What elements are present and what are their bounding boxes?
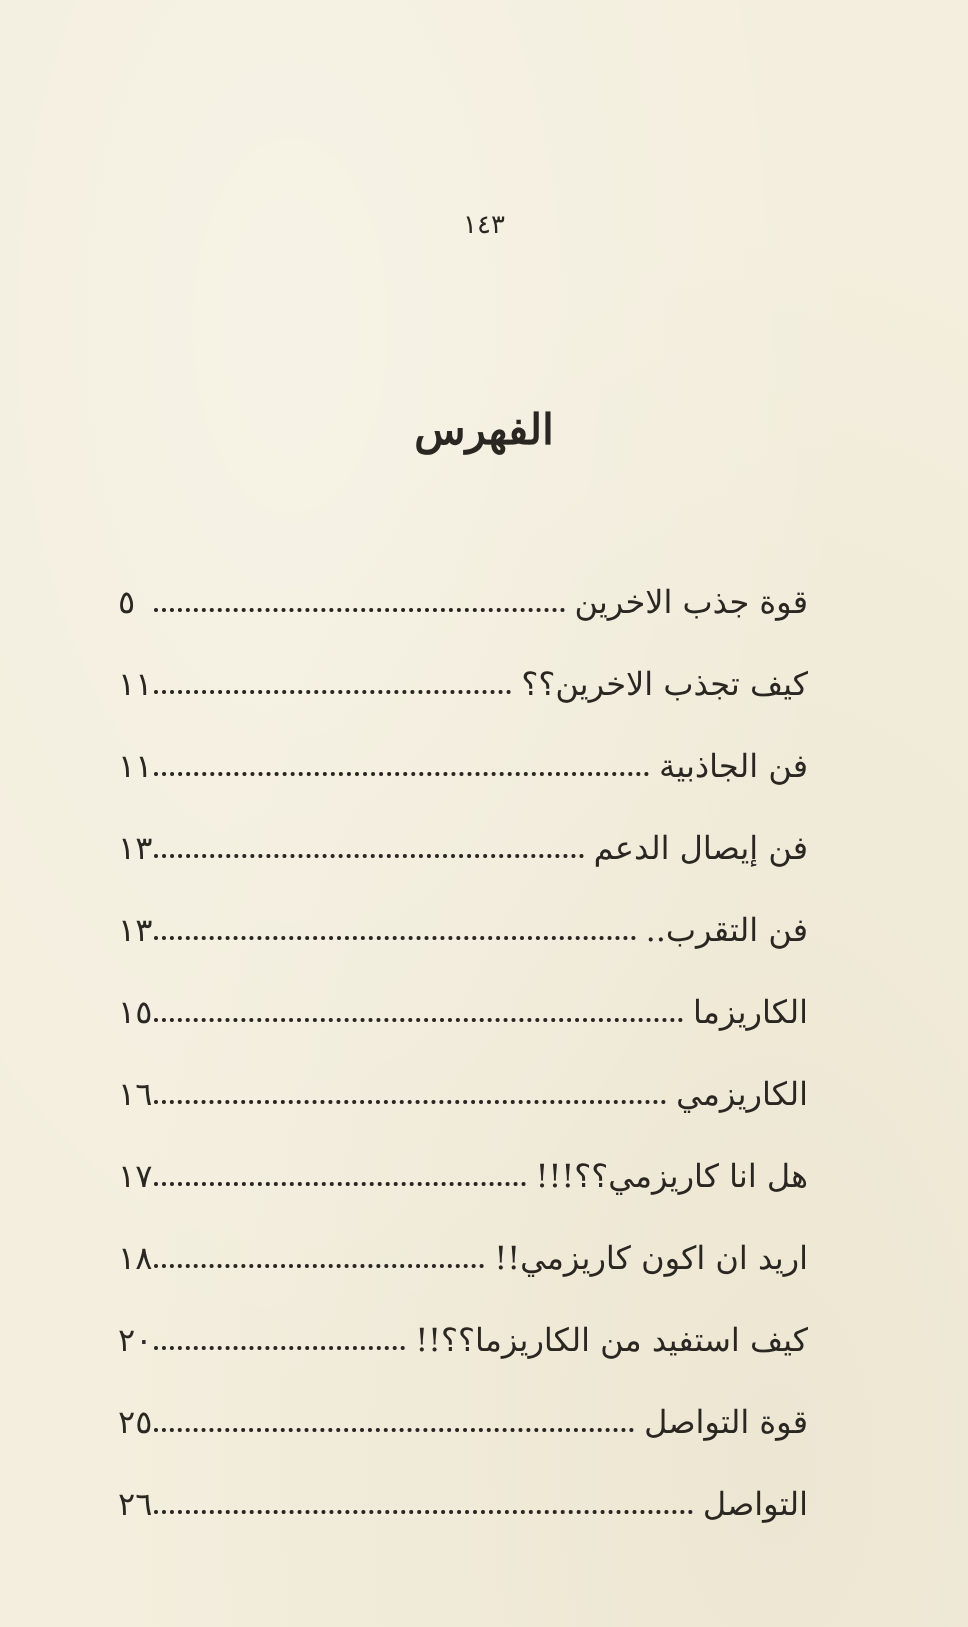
toc-entry-page: ٢٥ <box>118 1403 153 1441</box>
toc-entry-title: قوة جذب الاخرين <box>574 583 808 621</box>
toc-entry-page: ١٨ <box>118 1239 153 1277</box>
toc-entry-page: ١٥ <box>118 993 153 1031</box>
toc-entry <box>118 540 808 622</box>
toc-entry <box>118 704 808 786</box>
toc-entry-title: قوة التواصل <box>644 1403 808 1441</box>
toc-entry-page: ٢٠ <box>118 1321 153 1359</box>
toc-entry-title: الكاريزما <box>693 993 808 1031</box>
toc-entry <box>118 1442 808 1524</box>
toc-entry <box>118 1360 808 1442</box>
toc-entry-title: التواصل <box>702 1485 808 1523</box>
page-title: الفهرس <box>414 405 554 454</box>
toc-entry-page: ١٣ <box>118 829 153 867</box>
toc-entry-title: كيف تجذب الاخرين؟؟ <box>521 665 808 703</box>
toc-leader-dots <box>154 1346 405 1350</box>
toc-leader-dots <box>154 1428 634 1432</box>
toc-entry-page: ١٧ <box>118 1157 153 1195</box>
toc-leader-dots <box>154 1264 484 1268</box>
toc-leader-dots <box>154 1018 683 1022</box>
toc-entry-page: ٥ <box>118 583 136 621</box>
toc-leader-dots <box>154 1510 693 1514</box>
toc-entry-title: اريد ان اكون كاريزمي!! <box>494 1239 808 1277</box>
toc-entry <box>118 868 808 950</box>
table-of-contents <box>118 540 808 1524</box>
toc-entry-page: ٢٦ <box>118 1485 153 1523</box>
toc-entry <box>118 786 808 868</box>
toc-leader-dots <box>154 854 583 858</box>
toc-entry <box>118 1278 808 1360</box>
toc-entry-page: ١١ <box>118 747 153 785</box>
toc-entry <box>118 1032 808 1114</box>
toc-entry-title: الكاريزمي <box>676 1075 808 1113</box>
toc-leader-dots <box>154 936 635 940</box>
toc-entry <box>118 1114 808 1196</box>
toc-leader-dots <box>154 1182 525 1186</box>
toc-entry-title: فن التقرب.. <box>645 911 808 949</box>
toc-leader-dots <box>154 690 511 694</box>
toc-entry-title: فن الجاذبية <box>659 747 808 785</box>
toc-entry-page: ١٦ <box>118 1075 153 1113</box>
toc-leader-dots <box>154 772 649 776</box>
toc-entry-page: ١٣ <box>118 911 153 949</box>
toc-entry-page: ١١ <box>118 665 153 703</box>
toc-entry-title: فن إيصال الدعم <box>593 829 808 867</box>
toc-entry <box>118 950 808 1032</box>
toc-entry-title: كيف استفيد من الكاريزما؟؟!! <box>415 1321 808 1359</box>
toc-entry <box>118 622 808 704</box>
toc-leader-dots <box>154 1100 666 1104</box>
page-number: ١٤٣ <box>463 210 505 240</box>
toc-entry <box>118 1196 808 1278</box>
toc-leader-dots <box>154 608 565 612</box>
toc-entry-title: هل انا كاريزمي؟؟!!! <box>535 1157 808 1195</box>
